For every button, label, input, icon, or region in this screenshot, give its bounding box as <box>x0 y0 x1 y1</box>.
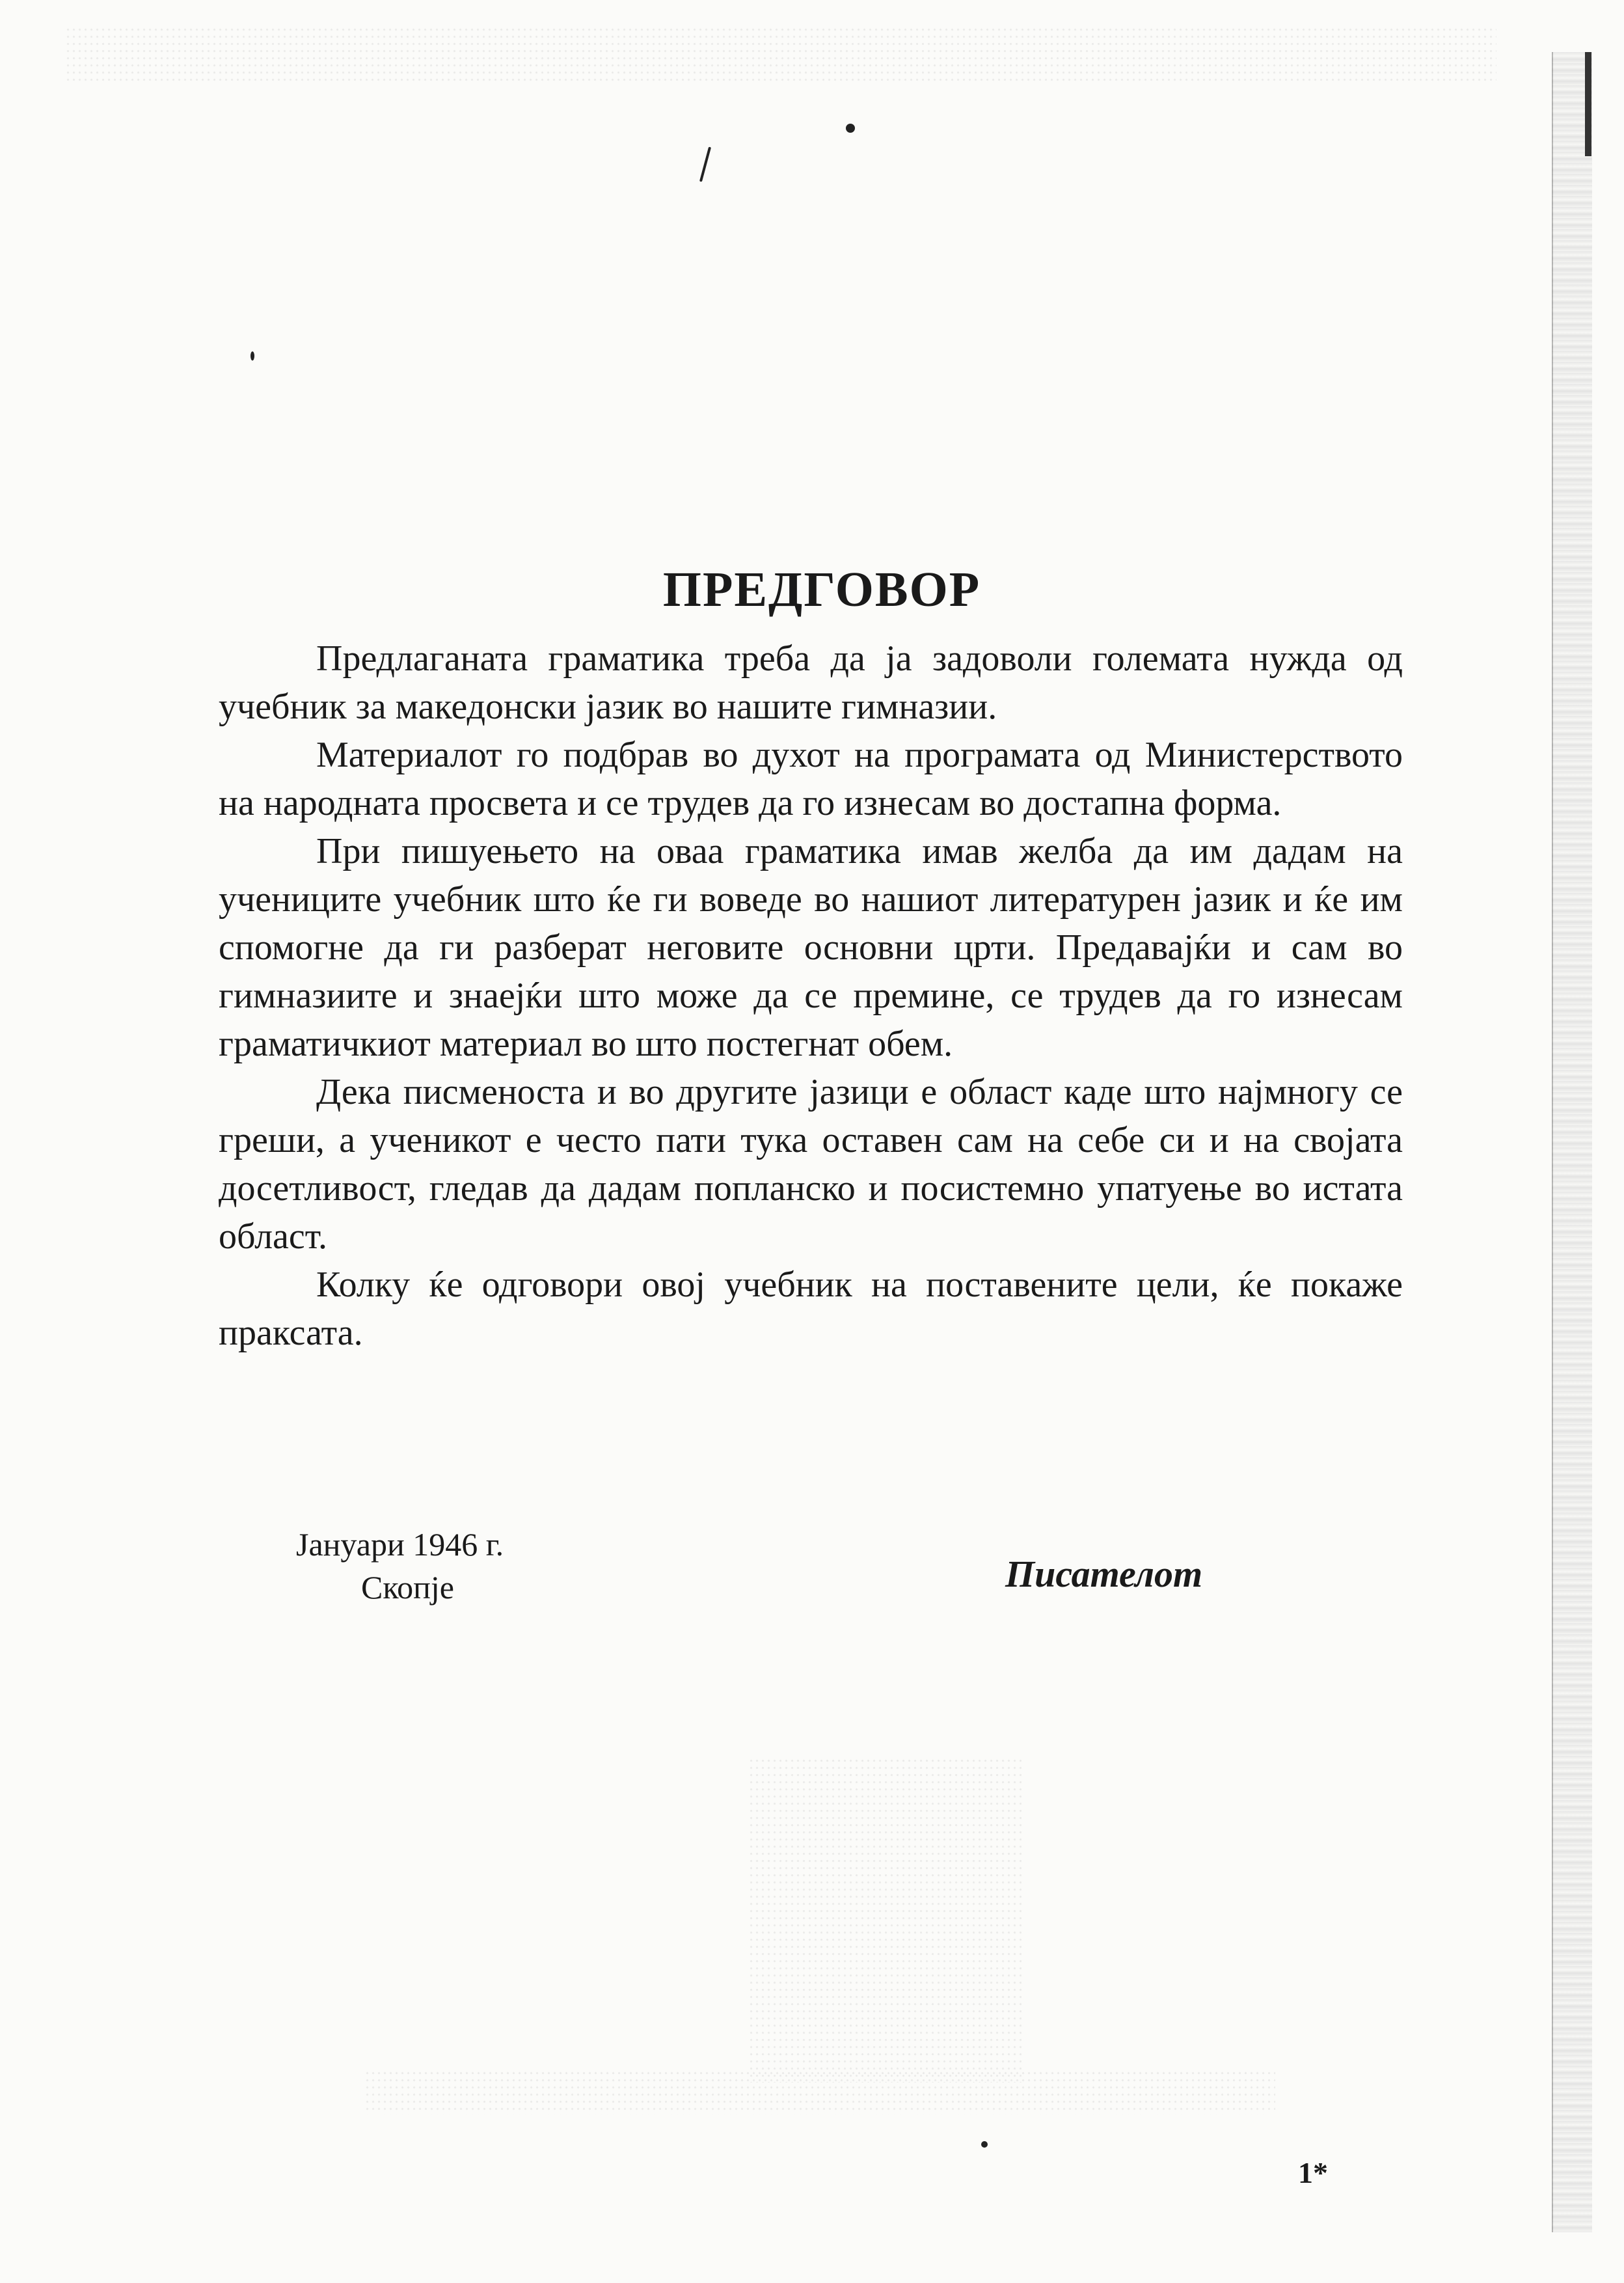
date: Јануари 1946 г. <box>296 1526 504 1563</box>
date-place-block <box>296 1523 504 1609</box>
paragraph: Колку ќе одговори овој учебник на поставените цели, ќе покаже праксата. <box>219 1265 1403 1353</box>
preface-body <box>219 635 1403 1357</box>
scan-noise-middle <box>748 1757 1022 2083</box>
ink-speck <box>250 351 254 361</box>
scan-edge-shadow <box>1585 52 1591 156</box>
paragraph: При пишуењето на оваа граматика имав желба да им дадам на учениците учебник што ќе ги воведе во нашиот литературен јазик и ќе им спомогне да ги разберат неговите основни црти. Предавајќи и сам во гимназиите и знаејќи што може да се премине, се трудев да го изнесам граматичкиот материал во што постегнат обем. <box>219 831 1403 1064</box>
scan-page-edge <box>1552 52 1592 2232</box>
page-number: 1* <box>1298 2156 1328 2189</box>
paragraph: Предлаганата граматика треба да ја задоволи големата нужда од учебник за македонски јазик во нашите гимназии. <box>219 638 1403 727</box>
author-signature: Писателот <box>1005 1553 1203 1595</box>
paragraph: Материалот го подбрав во духот на програмата од Министерството на народната просвета и се трудев да го изнесам во достапна форма. <box>219 735 1403 823</box>
city: Скопје <box>361 1569 454 1606</box>
scan-noise-bottom <box>364 2070 1275 2115</box>
scan-noise-top <box>65 26 1496 85</box>
paragraph: Дека писменоста и во другите јазици е област каде што најмногу се греши, а ученикот е често пати тука оставен сам на себе си и на својата досетливост, гледав да дадам попланско и посистемно упатуење во истата област. <box>219 1072 1403 1257</box>
ink-speck <box>699 146 711 182</box>
page-title: ПРЕДГОВОР <box>662 562 981 617</box>
ink-speck <box>846 124 855 133</box>
ink-speck <box>981 2141 988 2148</box>
